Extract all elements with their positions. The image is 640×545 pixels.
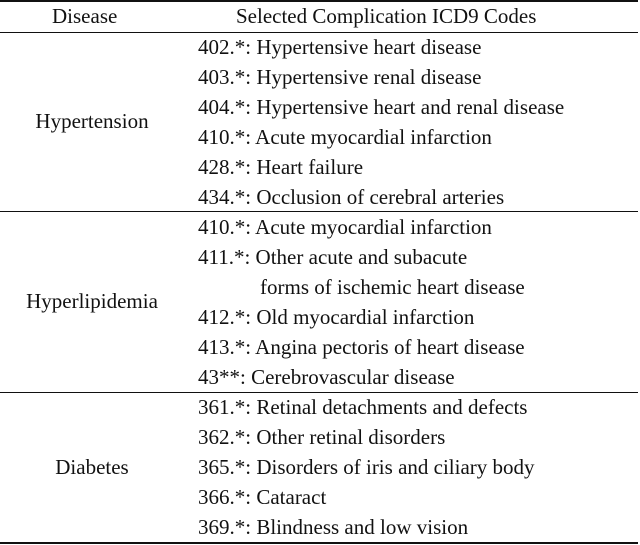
code-item-continuation: forms of ischemic heart disease xyxy=(260,275,525,299)
code-item: 402.*: Hypertensive heart disease xyxy=(198,35,482,59)
code-item: 366.*: Cataract xyxy=(198,485,327,509)
bottom-rule xyxy=(0,542,638,544)
header-codes: Selected Complication ICD9 Codes xyxy=(236,4,537,28)
disease-hyperlipidemia: Hyperlipidemia xyxy=(26,289,158,313)
code-item: 411.*: Other acute and subacute xyxy=(198,245,468,269)
code-item: 43**: Cerebrovascular disease xyxy=(198,365,455,389)
header-rule xyxy=(0,32,638,33)
code-item: 434.*: Occlusion of cerebral arteries xyxy=(198,185,505,209)
header-disease: Disease xyxy=(52,4,118,28)
disease-hypertension: Hypertension xyxy=(35,109,149,133)
code-item: 410.*: Acute myocardial infarction xyxy=(198,125,492,149)
code-item: 361.*: Retinal detachments and defects xyxy=(198,395,528,419)
code-item: 404.*: Hypertensive heart and renal disease xyxy=(198,95,565,119)
code-list-diabetes xyxy=(198,394,535,544)
top-rule xyxy=(0,0,638,2)
section-rule xyxy=(0,211,638,212)
code-item: 403.*: Hypertensive renal disease xyxy=(198,65,482,89)
code-list-hypertension xyxy=(198,34,564,214)
code-item: 413.*: Angina pectoris of heart disease xyxy=(198,335,525,359)
section-rule xyxy=(0,392,638,393)
code-item: 369.*: Blindness and low vision xyxy=(198,515,469,539)
code-item: 410.*: Acute myocardial infarction xyxy=(198,215,492,239)
disease-diabetes: Diabetes xyxy=(55,455,129,479)
code-list-hyperlipidemia xyxy=(198,214,525,394)
code-item: 412.*: Old myocardial infarction xyxy=(198,305,475,329)
code-item: 362.*: Other retinal disorders xyxy=(198,425,446,449)
code-item: 365.*: Disorders of iris and ciliary body xyxy=(198,455,535,479)
code-item: 428.*: Heart failure xyxy=(198,155,364,179)
